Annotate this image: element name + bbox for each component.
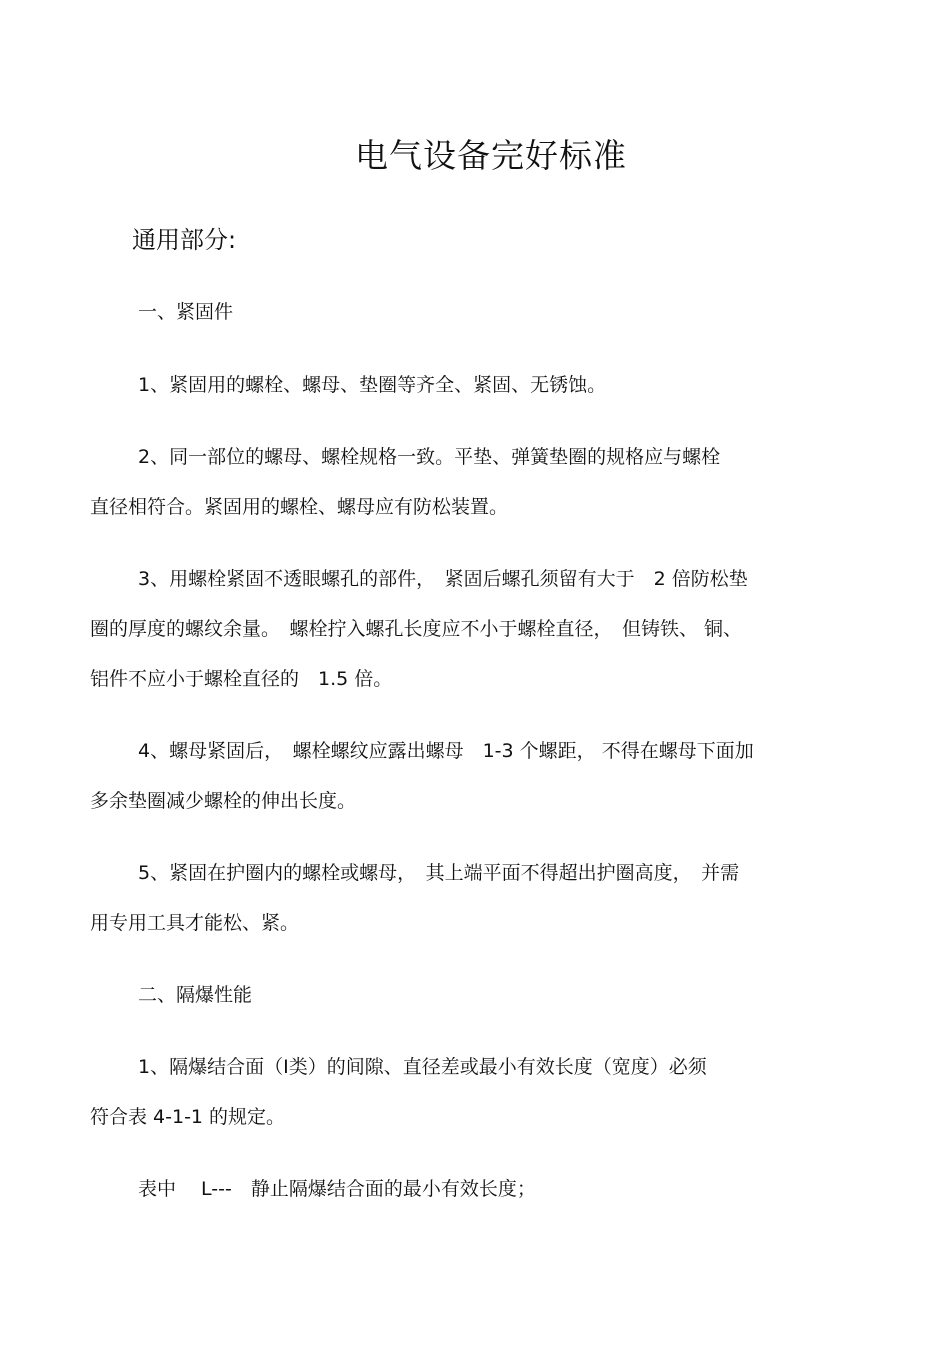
paragraph-line: 圈的厚度的螺纹余量。 螺栓拧入螺孔长度应不小于螺栓直径， 但铸铁、 铜、	[90, 618, 743, 640]
paragraph-line: 直径相符合。紧固用的螺栓、螺母应有防松装置。	[90, 496, 509, 518]
paragraph-line: 表中 L--- 静止隔爆结合面的最小有效长度；	[138, 1178, 536, 1200]
paragraph-line: 符合表 4-1-1 的规定。	[90, 1106, 286, 1128]
paragraph-line: 1、隔爆结合面（Ⅰ类）的间隙、直径差或最小有效长度（宽度）必须	[138, 1056, 707, 1078]
subheading-explosion-proof: 二、隔爆性能	[138, 984, 253, 1006]
page-title: 电气设备完好标准	[355, 136, 627, 175]
section-heading: 通用部分:	[132, 226, 237, 254]
paragraph-line: 2、同一部位的螺母、螺栓规格一致。平垫、弹簧垫圈的规格应与螺栓	[138, 446, 721, 468]
paragraph-line: 多余垫圈减少螺栓的伸出长度。	[90, 790, 357, 812]
paragraph-line: 用专用工具才能松、紧。	[90, 912, 300, 934]
paragraph-line: 4、螺母紧固后， 螺栓螺纹应露出螺母 1-3 个螺距， 不得在螺母下面加	[138, 740, 754, 762]
paragraph-line: 5、紧固在护圈内的螺栓或螺母， 其上端平面不得超出护圈高度， 并需	[138, 862, 740, 884]
subheading-fasteners: 一、紧固件	[138, 301, 234, 323]
paragraph-line: 铝件不应小于螺栓直径的 1.5 倍。	[90, 668, 393, 690]
paragraph-line: 1、紧固用的螺栓、螺母、垫圈等齐全、紧固、无锈蚀。	[138, 374, 607, 396]
paragraph-line: 3、用螺栓紧固不透眼螺孔的部件， 紧固后螺孔须留有大于 2 倍防松垫	[138, 568, 748, 590]
